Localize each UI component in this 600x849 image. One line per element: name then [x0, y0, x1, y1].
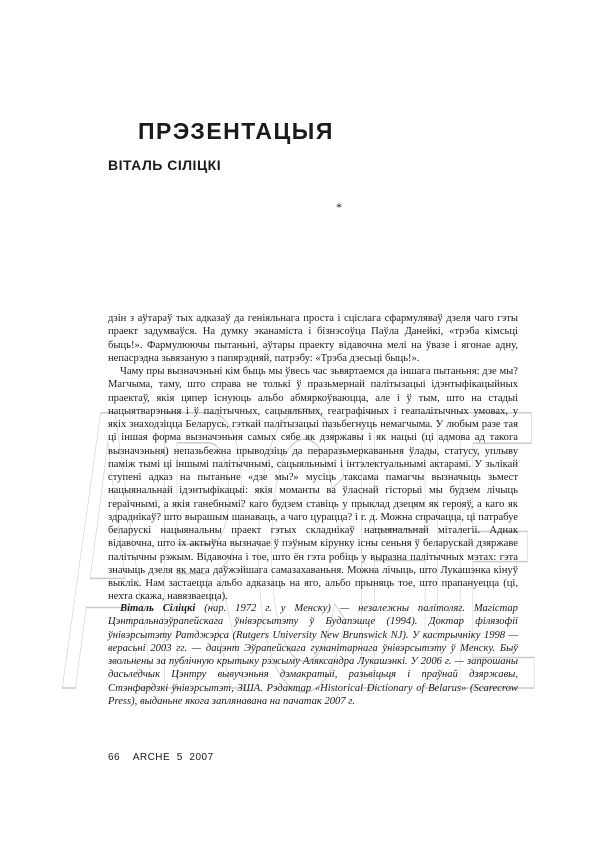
article-body: [108, 312, 518, 604]
page-number: 66: [108, 752, 121, 763]
bio-name: Віталь Сіліцкі: [120, 603, 196, 614]
watermark-text: ARCHE: [62, 326, 540, 773]
body-paragraph: Чаму пры вызначэньні кім быць мы ўвесь час зьвяртаемся да іншага пытаньня: дзе мы? Магчыма, таму, што справа не толькі ў празьмернай палітызацыі ідэнтыфікацыйных праектаў, якія цяпер існуюць альбо абмяркоўваюцца, але і ў тым, што на стадыі нацыятварэньня і ў палітычных, сацыяльных, геаграфічных і геапалітычных умовах, у якіх знаходзіцца Беларусь, гэткай палітызацыі пазьбегнуць немагчыма. У любым разе тая ці іншая форма вызначэньня самых сябе як дзяржавы і як нацыі (ці адмова ад такога вызначэньня) непазьбежна прыводзіць да пераразьмеркаваньня ўлады, статусу, уплыву паміж тымі ці іншымі палітычнымі, сацыяльнымі і інтэлектуальнымі актарамі. У зьлікай ступені адказ на пытаньне «дзе мы?» мусіць таксама памагчы вызначыць зьмест нацыянальнай ідэнтыфікацыі: якія моманты ва ўласнай гісторыі мы будзем лічыць гераічнымі, а якія ганебнымі? каго будзем ставіць у прыклад дзецям як герояў, а каго як здраднікаў? што вырашым шанаваць, а чаго цурацца? і г. д. Можна спрачацца, ці патрабуе беларускі нацыянальны праект гэтых складнікаў нацыянальнай міталегіі. Аднак відавочна, што іх актыўна вызначае ў пэўным кірунку існы сеньня ў беларускай дзяржаве палітычны рэжым. Відавочна і тое, што ён гэта робіць у выразна палітычных мэтах: гэта значыць дзеля як мага даўжэйшага самазахаваньня. Можна лічыць, што Лукашэнка кінуў выклік. Нам застаецца альбо адказаць на яго, альбо прыняць тое, што прапануецца (ці, нехта скажа, навязваецца).: [108, 366, 518, 603]
bio-text: (нар. 1972 г. у Менску) — незалежны палітоляг. Магістар Цэнтральнаэўрапейскага ўнівэрсытэту ў Будапэшце (1994). Доктар філязофіі ўнівэрсытэту Ратджэрса (Rutgers University New Brunswick NJ). У кастрычніку 1998 — верасьні 2003 гг. — дацэнт Эўрапейскага гуманітарнага ўнівэрсытэту ў Менску. Быў звольнены за публічную крытыку рэжыму Аляксандра Лукашэнкі. У 2006 г. — запрошаны дасьледчык Цэнтру вывучэньня дэмакратыі, разьвіцьця і праўнай дзяржавы, Стэнфардзкі ўнівэрсытэт, ЗША. Рэдактар «Historical Dictionary of Belarus» (Scarecrow Press), выданьне якога заплянавана на пачатак 2007 г.: [108, 603, 518, 707]
body-paragraph: дзін з аўтараў тых адказаў да геніяльнага проста і сціслага сфармуляваў дзеля чаго гэты праект задумваўся. На думку эканаміста і бізнэсоўца Паўла Данейкі, «трэба кімсьці быць!». Фармулюючы пытаньні, аўтары праекту відавочна мелі на ўвазе і ягонае адну, непасрэдна зьвязаную з папярэдняй, патрэбу: «Трэба дзесьці быць!».: [108, 313, 518, 364]
article-author: ВІТАЛЬ СІЛІЦКІ: [108, 157, 222, 173]
article-title: ПРЭЗЕНТАЦЫЯ: [138, 118, 334, 144]
journal-name: ARCHE: [132, 752, 171, 763]
author-bio: [108, 602, 518, 708]
issue-number: 5: [176, 752, 183, 763]
issue-year: 2007: [189, 752, 214, 763]
page-footer: [108, 752, 214, 763]
section-asterisk: *: [336, 200, 342, 214]
